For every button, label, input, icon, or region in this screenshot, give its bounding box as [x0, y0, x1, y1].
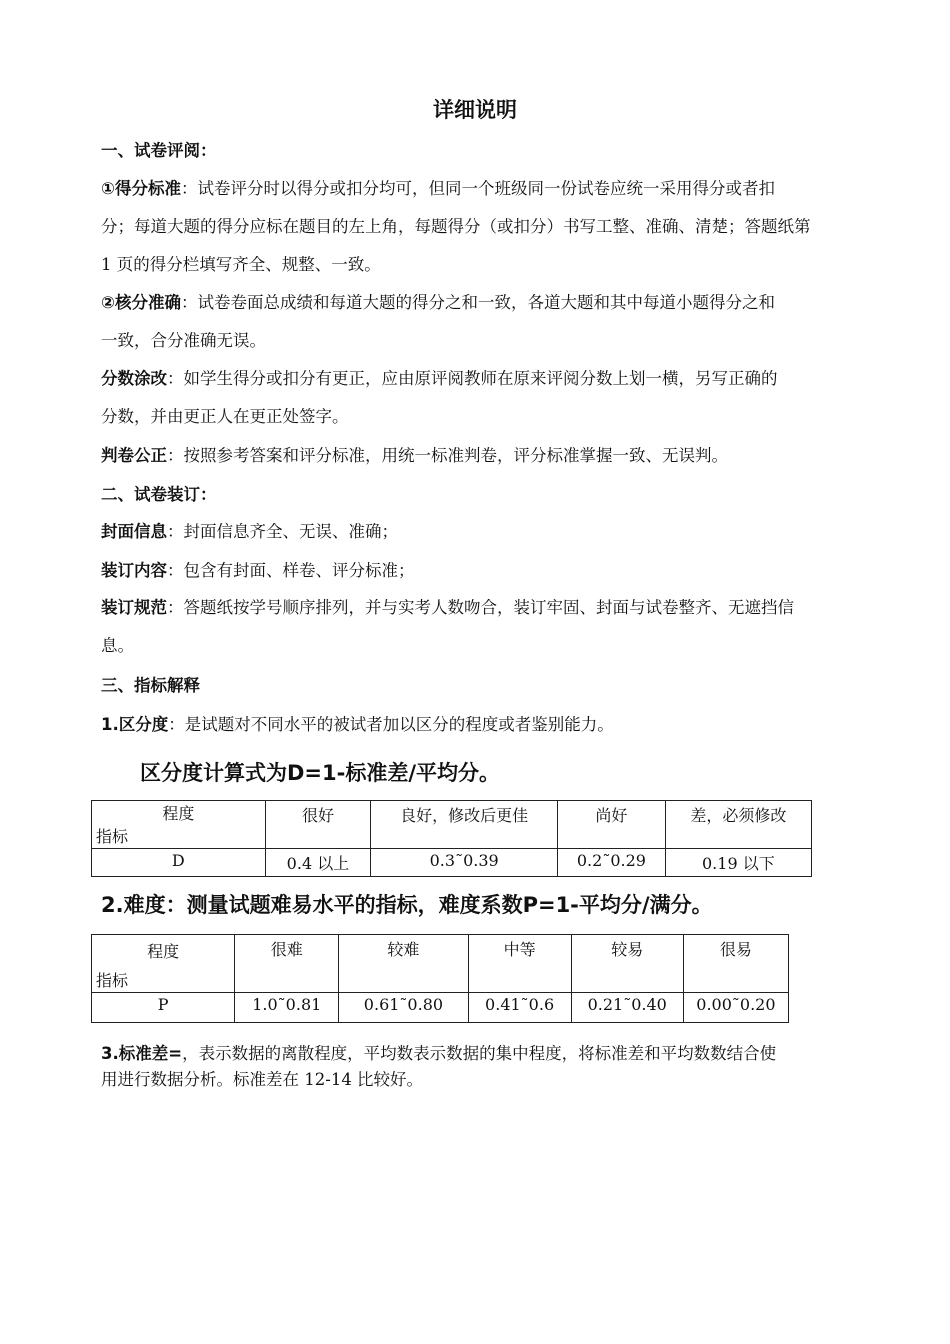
table2-header: 很易: [683, 935, 788, 993]
section1-heading: 一、试卷评阅：: [101, 141, 217, 160]
binding-rules-line2: 息。: [101, 636, 134, 655]
table1-cell: 0.2˜0.29: [558, 849, 666, 877]
table2-corner-top: 程度: [147, 942, 180, 961]
section2-heading: 二、试卷装订：: [101, 485, 217, 504]
difficulty-formula: 2.难度：测量试题难易水平的指标，难度系数P=1-平均分/满分。: [101, 893, 713, 917]
cover-info-label: 封面信息: [101, 522, 167, 541]
table1-header: 尚好: [558, 801, 666, 849]
fair-marking-line: [101, 445, 871, 467]
score-check-label: ②核分准确: [101, 293, 181, 312]
table2-header: 较难: [339, 935, 468, 993]
table1-row-label: D: [92, 849, 266, 877]
table1-header: 良好，修改后更佳: [371, 801, 558, 849]
binding-content-line: [101, 560, 871, 582]
binding-content-label: 装订内容: [101, 561, 167, 580]
table1-header: 差，必须修改: [665, 801, 811, 849]
score-correction-text: ：如学生得分或扣分有更正，应由原评阅教师在原来评阅分数上划一横，另写正确的: [167, 369, 778, 388]
binding-rules-label: 装订规范: [101, 598, 167, 617]
scoring-standard-line2: 分；每道大题的得分应标在题目的左上角，每题得分（或扣分）书写工整、准确、清楚；答题纸第: [101, 217, 811, 236]
table2-corner-bottom: 指标: [96, 971, 129, 990]
discrimination-table: [91, 800, 812, 877]
std-dev-line1: [101, 1043, 871, 1065]
std-dev-label: 3.标准差=: [101, 1044, 183, 1063]
discrimination-line: [101, 714, 871, 736]
std-dev-line2: 用进行数据分析。标准差在 12-14 比较好。: [101, 1070, 424, 1089]
cover-info-line: [101, 521, 871, 543]
table2-header: 较易: [571, 935, 683, 993]
binding-content-text: ：包含有封面、样卷、评分标准；: [167, 561, 415, 580]
table2-cell: 1.0˜0.81: [235, 993, 339, 1023]
score-correction-line1: [101, 368, 871, 390]
binding-rules-text: ：答题纸按学号顺序排列，并与实考人数吻合，装订牢固、封面与试卷整齐、无遮挡信: [167, 598, 794, 617]
table2-cell: 0.61˜0.80: [339, 993, 468, 1023]
scoring-standard-line3: 1 页的得分栏填写齐全、规整、一致。: [101, 255, 381, 274]
table2-cell: 0.41˜0.6: [468, 993, 571, 1023]
table2-corner-cell: [92, 935, 235, 993]
discrimination-formula: 区分度计算式为D=1-标准差/平均分。: [140, 761, 501, 785]
fair-marking-label: 判卷公正: [101, 446, 167, 465]
score-check-line1: [101, 292, 871, 314]
cover-info-text: ：封面信息齐全、无误、准确；: [167, 522, 398, 541]
table1-cell: 0.4 以上: [265, 849, 371, 877]
score-check-text: ：试卷卷面总成绩和每道大题的得分之和一致，各道大题和其中每道小题得分之和: [180, 293, 775, 312]
table2-header: 很难: [235, 935, 339, 993]
fair-marking-text: ：按照参考答案和评分标准，用统一标准判卷，评分标准掌握一致、无误判。: [167, 446, 728, 465]
score-correction-label: 分数涂改: [101, 369, 167, 388]
table2-cell: 0.21˜0.40: [571, 993, 683, 1023]
binding-rules-line1: [101, 597, 871, 619]
table2-cell: 0.00˜0.20: [683, 993, 788, 1023]
scoring-standard-text: ：试卷评分时以得分或扣分均可，但同一个班级同一份试卷应统一采用得分或者扣: [180, 179, 775, 198]
table1-cell: 0.3˜0.39: [371, 849, 558, 877]
table1-corner-top: 程度: [162, 804, 195, 823]
difficulty-table: [91, 934, 789, 1023]
score-check-line2: 一致，合分准确无误。: [101, 331, 266, 350]
scoring-standard-label: ①得分标准: [101, 179, 181, 198]
section3-heading: 三、指标解释: [101, 676, 200, 695]
table1-cell: 0.19 以下: [665, 849, 811, 877]
table1-header: 很好: [265, 801, 371, 849]
std-dev-text: ，表示数据的离散程度，平均数表示数据的集中程度，将标准差和平均数数结合使: [182, 1044, 777, 1063]
score-correction-line2: 分数，并由更正人在更正处签字。: [101, 407, 349, 426]
scoring-standard-line1: [101, 178, 871, 200]
table2-row-label: P: [92, 993, 235, 1023]
table1-corner-cell: [92, 801, 266, 849]
discrimination-text: ：是试题对不同水平的被试者加以区分的程度或者鉴别能力。: [168, 715, 614, 734]
table1-corner-bottom: 指标: [96, 827, 129, 846]
discrimination-label: 1.区分度: [101, 715, 169, 734]
table2-header: 中等: [468, 935, 571, 993]
page-title: 详细说明: [433, 98, 517, 122]
